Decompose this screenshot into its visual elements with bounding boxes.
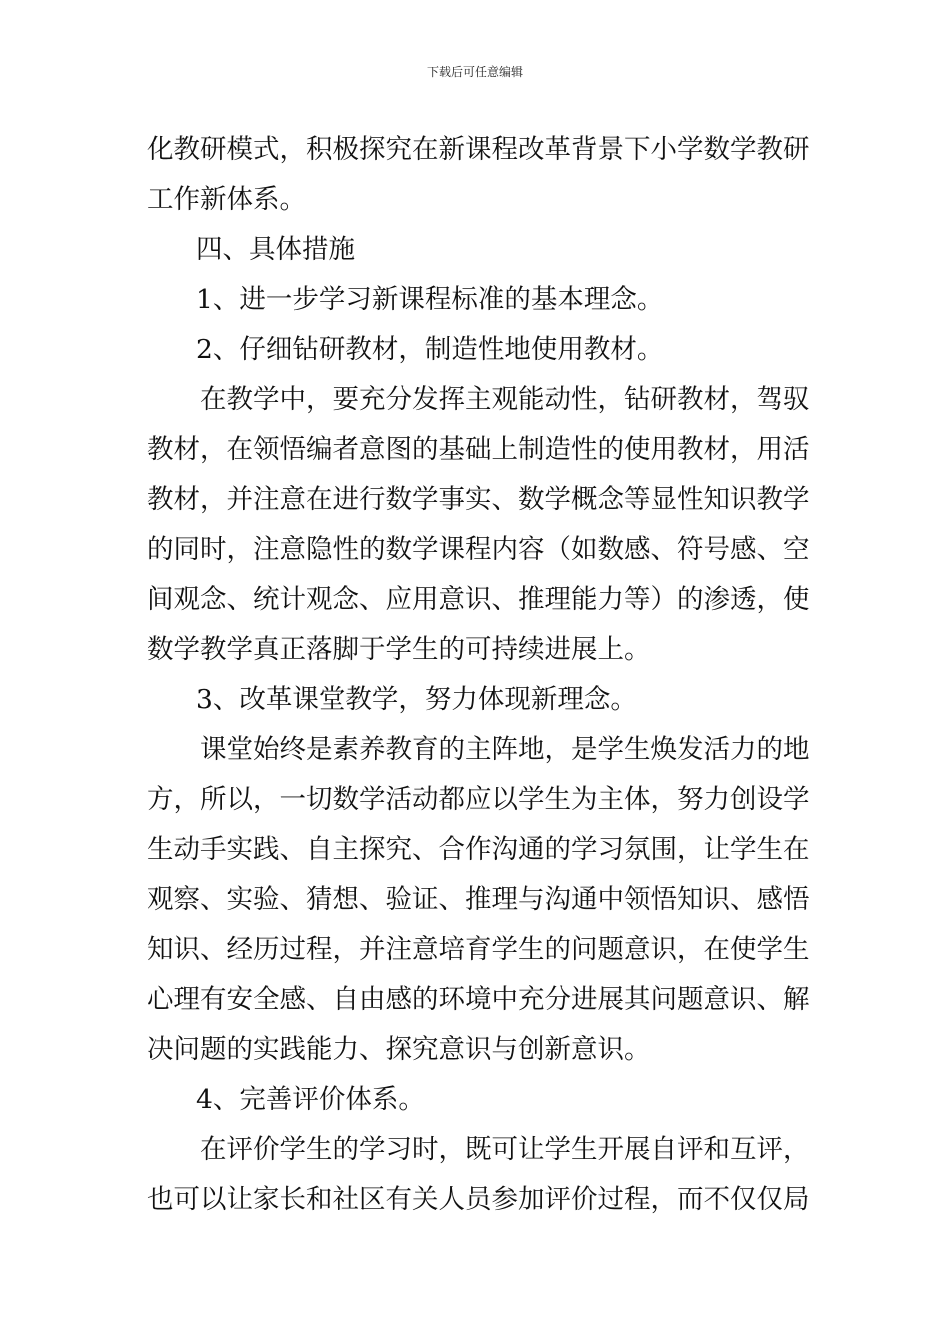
list-item-heading: 2、仔细钻研教材，制造性地使用教材。 [196,334,664,365]
text-line: 教材，在领悟编者意图的基础上制造性的使用教材，用活 [147,434,810,465]
text-line: 决问题的实践能力、探究意识与创新意识。 [147,1034,651,1065]
text-line: 课堂始终是素养教育的主阵地，是学生焕发活力的地 [200,734,810,765]
list-item-heading: 4、完善评价体系。 [196,1084,425,1115]
text-line: 工作新体系。 [147,184,306,215]
text-line: 观察、实验、猜想、验证、推理与沟通中领悟知识、感悟 [147,884,810,915]
list-item-heading: 3、改革课堂教学，努力体现新理念。 [196,684,637,715]
text-line: 的同时，注意隐性的数学课程内容（如数感、符号感、空 [147,534,810,565]
list-item-heading: 1、进一步学习新课程标准的基本理念。 [196,284,664,315]
text-line: 在评价学生的学习时，既可让学生开展自评和互评， [200,1134,810,1165]
text-line: 数学教学真正落脚于学生的可持续进展上。 [147,634,651,665]
page-header: 下载后可任意编辑 [426,65,523,79]
text-line: 知识、经历过程，并注意培育学生的问题意识，在使学生 [147,934,810,965]
text-line: 化教研模式，积极探究在新课程改革背景下小学数学教研 [147,134,810,165]
section-heading: 四、具体措施 [196,234,355,265]
text-line: 在教学中，要充分发挥主观能动性，钻研教材，驾驭 [200,384,810,415]
text-line: 心理有安全感、自由感的环境中充分进展其问题意识、解 [147,984,810,1015]
text-line: 也可以让家长和社区有关人员参加评价过程，而不仅仅局 [147,1184,810,1215]
text-line: 教材，并注意在进行数学事实、数学概念等显性知识教学 [147,484,810,515]
text-line: 间观念、统计观念、应用意识、推理能力等）的渗透，使 [147,584,810,615]
text-line: 生动手实践、自主探究、合作沟通的学习氛围，让学生在 [147,834,810,865]
text-line: 方，所以，一切数学活动都应以学生为主体，努力创设学 [147,784,810,815]
